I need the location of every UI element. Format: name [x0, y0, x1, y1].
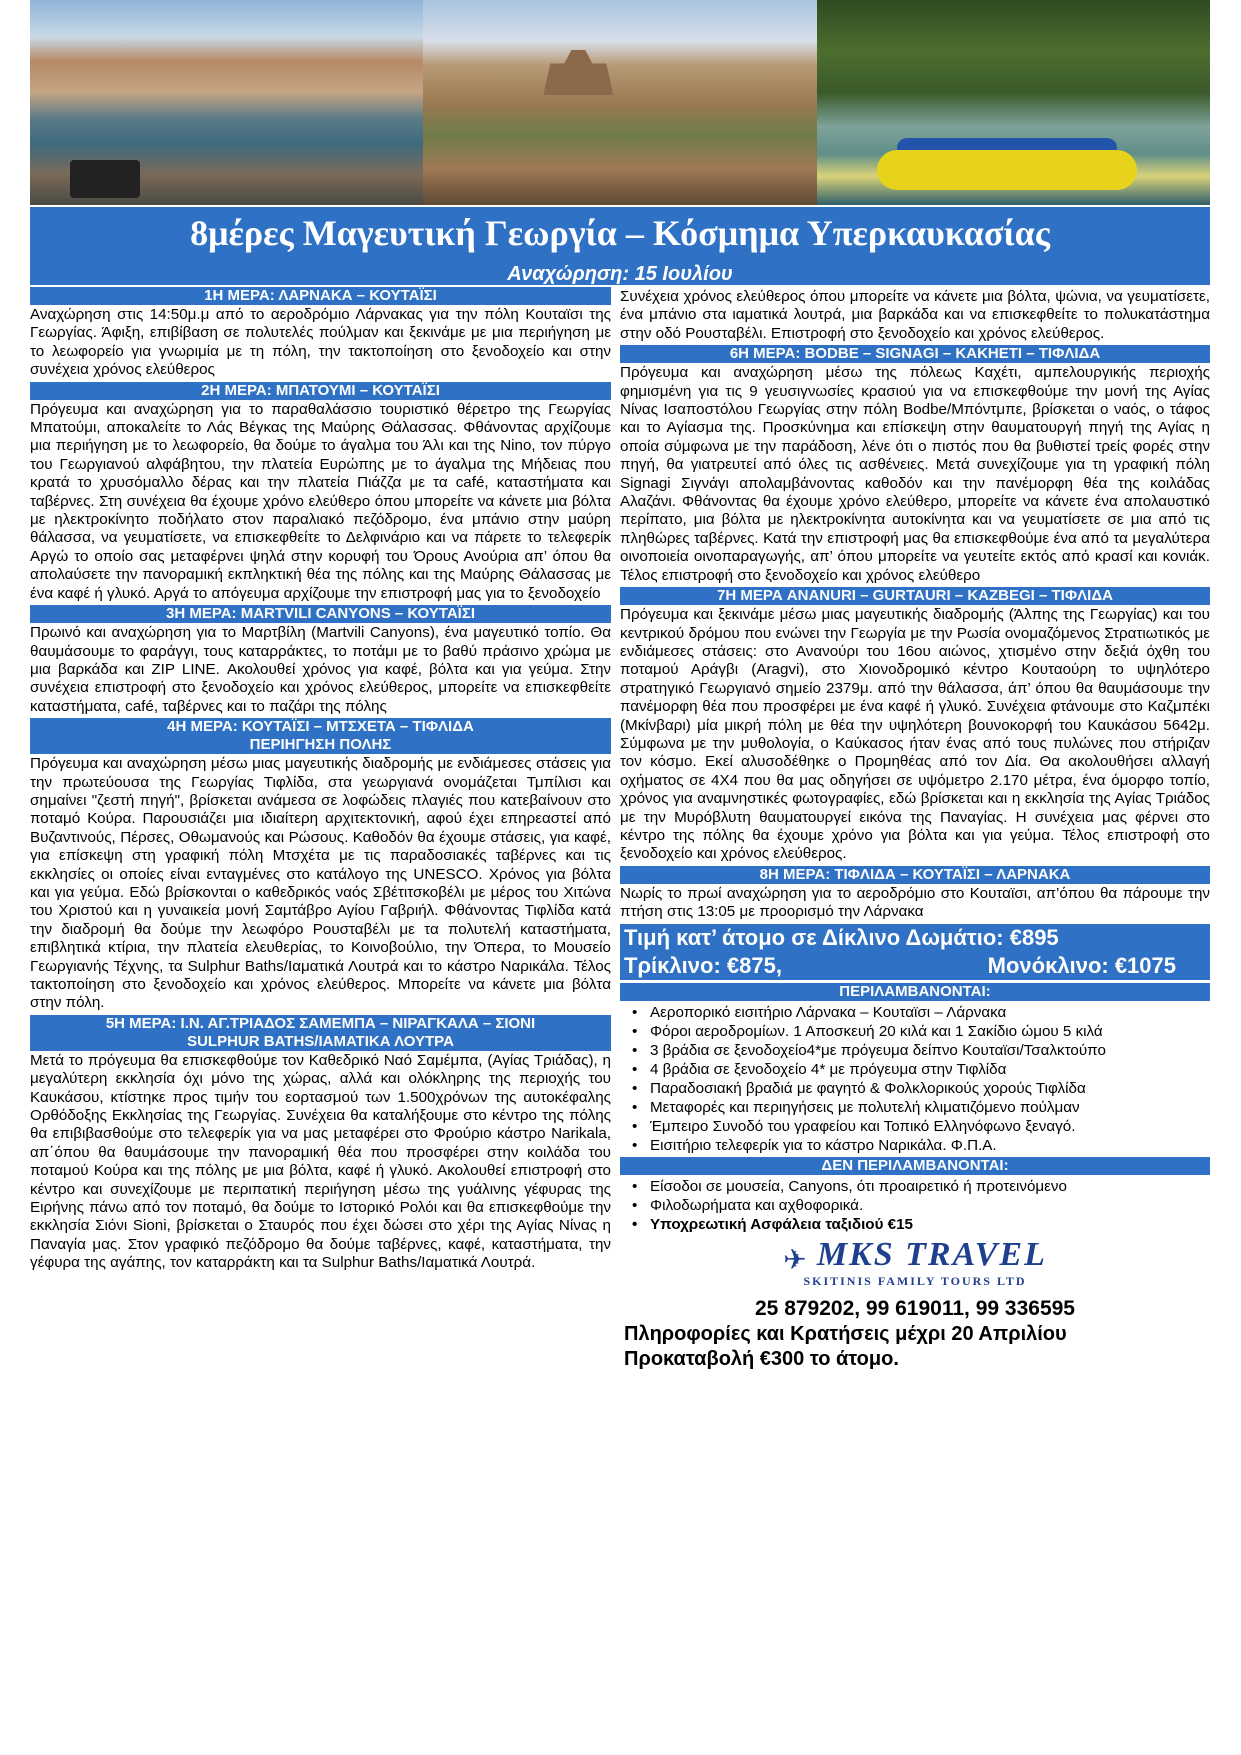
day-8-text: Νωρίς το πρωί αναχώρηση για το αεροδρόμιο στο Κουταϊσι, απ’όπου θα πάρουμε την πτήση στις 13:05 με προορισμό την Λάρνακα [620, 884, 1210, 921]
page-title [30, 207, 1210, 261]
title-days: 8μέρες [190, 213, 294, 253]
excluded-item: • Είσοδοι σε μουσεία, Canyons, ότι προαιρετικό ή προτεινόμενο [620, 1177, 1210, 1196]
tbilisi-fortress-photo [423, 0, 816, 205]
agency-phones: 25 879202, 99 619011, 99 336595 [755, 1297, 1075, 1320]
deposit-info: Προκαταβολή €300 το άτομο. [624, 1348, 899, 1370]
day-5-text: Μετά το πρόγευμα θα επισκεφθούμε τον Καθεδρικό Ναό Σαμέμπα, (Αγίας Τριάδας), η μεγαλύτερη εκκλησία όχι μόνο της χώρας, αλλά και ολόκληρης της περιοχής του Καυκάσου, κτίστηκε προς τιμήν του εορτασμού των 1.500χρόνων της αυτοκέφαλης Ορθόδοξης Εκκλησίας της Γεωργίας. Συνέχεια θα καταλήξουμε στο κέντρο της πόλης θα επιβιβασθούμε στο τελεφερίκ για να μας μεταφέρει στο Φρούριο κάστρο Narikala, απ΄όπου θα θαυμάσουμε την πανοραμική θέα που προσφέρει στην κοιλάδα του ποταμού Κούρα και της πόλης με μια βόλτα, καφέ ή γλυκό. Ακολουθεί επιστροφή στο κέντρο και συνεχίζουμε με περιπατική περιήγηση μέσω της γυάλινης γέφυρας της Ειρήνης πάνω από τον ποταμό, θα δούμε το Ιστορικό Ρολόι και θα επισκεφθούμε την εκκλησία Σιόνι Sioni, βρίσκεται ο Σταυρός που έχει δώσει στο χέρι της Αγίας Νίνας η Παναγία μας. Στον γραφικό πεζόδρομο θα δούμε ταβέρνες, καφέ, καταστήματα, την γέφυρα της αγάπης, τον καταρράκτη και τα Sulphur Baths/Ιαματικά Λουτρά. [30, 1051, 611, 1272]
price-single: Μονόκλινο: €1075 [987, 952, 1176, 978]
airplane-icon: ✈ [783, 1244, 807, 1276]
right-column [620, 287, 1210, 1372]
day-2-header: 2Η ΜΕΡΑ: ΜΠΑΤΟΥΜΙ – ΚΟΥΤΑΪΣΙ [30, 382, 611, 400]
price-box [620, 924, 1210, 980]
excluded-header: ΔΕΝ ΠΕΡΙΛΑΜΒΑΝΟΝΤΑΙ: [620, 1157, 1210, 1175]
day-4-subtitle: ΠΕΡΙΗΓΗΣΗ ΠΟΛΗΣ [249, 736, 392, 754]
tbilisi-cable-car-photo [30, 0, 423, 205]
insurance-item: • Υποχρεωτική Ασφάλεια ταξιδιού €15 [620, 1215, 1210, 1234]
included-item: • Μεταφορές και περιηγήσεις με πολυτελή κλιματιζόμενο πούλμαν [620, 1098, 1210, 1117]
title-text: Μαγευτική Γεωργία – Κόσμημα Υπερκαυκασίας [302, 213, 1050, 253]
included-item: • 3 βράδια σε ξενοδοχείο4*με πρόγευμα δείπνο Κουταϊσι/Τσαλκτούπο [620, 1041, 1210, 1060]
header-photos [30, 0, 1210, 205]
day-5-text-continued: Συνέχεια χρόνος ελεύθερος όπου μπορείτε να κάνετε μια βόλτα, ψώνια, να γευματίσετε, ένα μπάνιο στα ιαματικά λουτρά, μια βαρκάδα και να επισκεφθείτε το πολυκατάστημα στην οδό Ρουσταβέλι. Επιστροφή στο ξενοδοχείο και χρόνος ελεύθερος. [620, 288, 1210, 342]
agency-name: MKS TRAVEL [816, 1235, 1047, 1273]
included-item: • Εισιτήριο τελεφερίκ για το κάστρο Ναρικάλα. Φ.Π.Α. [620, 1136, 1210, 1155]
day-6-text: Πρόγευμα και αναχώρηση μέσω της πόλεως Καχέτι, αμπελουργικής περιοχής φημισμένη για τις 9 γευσιγνωσίες κρασιού για να επισκεφθούμε την μονή της Αγίας Νίνας Ισαποστόλου Γεωργίας στην πόλη Bodbe/Μπόντμπε, βρίσκεται ο ναός, ο τάφος και το Αγίασμα της. Προσκύνημα και επίσκεψη στην θαυματουργή πηγή της Αγίας η οποία σύμφωνα με την παράδοση, λένε ότι ο πιστός που θα βυθιστεί τρείς φορές στην πηγή, θα γιατρευτεί από όλες τις ασθένειες. Μετά συνεχίζουμε για τη γραφική πόλη Signagi Σιγνάγι απολαμβάνοντας καθοδόν και την πανέμορφη θέα της κοιλάδας Αλαζάνι. Φθάνοντας θα έχουμε χρόνο ελεύθερο, μπορείτε να κάνετε ένα απολαυστικό περίπατο, μια βόλτα με ηλεκτροκίνητα αυτοκίνητα και να γευματίσετε σε μια από τις πληθώρες ταβέρνες. Κατά την επιστροφή μας θα επισκεφθούμε ένα από τα μεγαλύτερα οινοποιεία οινοπαραγωγής, απ’ όπου μπορείτε να γευτείτε εκτός από κρασί και κονιάκ. Τέλος επιστροφή στο ξενοδοχείο και χρόνος ελεύθερο [620, 364, 1210, 584]
day-3-header: 3Η ΜΕΡΑ: MARTVILI CANYONS – ΚΟΥΤΑΪΣΙ [30, 605, 611, 623]
day-5-subtitle: SULPHUR BATHS/ΙΑΜΑΤΙΚΑ ΛΟΥΤΡΑ [187, 1032, 454, 1050]
price-double: Τιμή κατ’ άτομο σε Δίκλινο Δωμάτιο: €895 [624, 924, 1059, 950]
booking-info: Πληροφορίες και Κρατήσεις μέχρι 20 Απριλίου [624, 1323, 1067, 1345]
day-7-header: 7Η ΜΕΡΑ ANANURI – GURTAURI – KAZBEGI – ΤΙΦΛΙΔΑ [620, 587, 1210, 605]
day-7-text: Πρόγευμα και ξεκινάμε μέσω μιας μαγευτικής διαδρομής (Άλπης της Γεωργίας) και του κεντρικού δρόμου που ενώνει την Γεωργία με την Ρωσία ονομαζόμενος Στρατιωτικός με ενδιάμεσες στάσεις: στο Ανανούρι του 16ου αιώνος, χτισμένο στην δεξιά όχθη του ποταμού Αράγβι (Aragvi), στο Χιονοδρομικό κέντρο Κουταούρη το υψηλότερο στρατηγικό Γεωργιανό σημείο 2379μ. από την θάλασσα, άπ’ όπου θα θαυμάσουμε την πανέμορφη θέα που προσφέρει με ένα καφέ ή γλυκό. Συνέχεια φτάνουμε στο Καζμπέκι (Μκίνβαρι) μία μικρή πόλη με θέα την υψηλότερη βουνοκορφή του Καυκάσου 5642μ. Σύμφωνα με την μυθολογία, ο Καύκασος ήταν ένας από τους πυλώνες που στήριζαν τον κόσμο. Εκεί αλυσοδέθηκε ο Προμηθέας από τον Δία. Θα ακολουθήσει αλλαγή οχήματος σε 4Χ4 που θα μας οδηγήσει σε υψόμετρο 2.170 μέτρα, ένα όμορφο τοπίο, χρόνος για αναμνηστικές φωτογραφίες, εδώ βρίσκεται και η εκκλησία της Αγίας Τριάδος με την Μυρόβλυτη θαυματουργεί εικόνα της Παναγίας. Η συνέχεια μας φέρνει στο κέντρο της πόλης θα έχουμε χρόνο για βόλτα και για γεύμα. Τέλος επιστροφή στο ξενοδοχείο και χρόνος ελεύθερος. [620, 606, 1210, 863]
agency-subtitle: SKITINIS FAMILY TOURS LTD [803, 1273, 1027, 1288]
day-4-title: 4Η ΜΕΡΑ: ΚΟΥΤΑΪΣΙ – ΜΤΣΧΕΤΑ – ΤΙΦΛΙΔΑ [167, 718, 474, 736]
included-item: • Παραδοσιακή βραδιά με φαγητό & Φολκλορικούς χορούς Τιφλίδα [620, 1079, 1210, 1098]
title-banner [30, 207, 1210, 285]
day-4-text: Πρόγευμα και αναχώρηση μέσω μιας μαγευτικής διαδρομής με ενδιάμεσες στάσεις για την πρωτεύουσα της Γεωργίας Τιφλίδα, στα γεωργιανά ονομάζεται Τμπίλισι και σημαίνει "ζεστή πηγή", βρίσκεται ανάμεσα σε λοφώδεις πλαγιές που κατεβαίνουν στο ποταμό Κούρα. Παρουσιάζει μια ιδιαίτερη αρχιτεκτονική, αφού έχει επηρεαστεί από Βυζαντινούς, Πέρσες, Οθωμανούς και Ρώσους. Καθοδόν θα έχουμε στάσεις, για καφέ, για επίσκεψη στη γραφική πόλη Μτσχέτα με τις παραδοσιακές ταβέρνες και τις εκκλησίες οι οποίες είναι ενταγμένες στο κατάλογο της UNESCO. Χρόνος για βόλτα και για γεύμα. Εδώ βρίσκονται ο καθεδρικός ναός Σβέτιτσκοβέλι με μέρος του Χιτώνα του Χριστού και η γυναικεία μονή Σαμτάβρο Αγίου Γαβριήλ. Φθάνοντας Τιφλίδα κατά την διαδρομή θα δούμε την λεωφόρο Ρουσταβέλι με τα πολυτελή καταστήματα, επιβλητικά κτίρια, την πλατεία ελευθερίας, το Κοινοβούλιο, την Όπερα, το Μουσείο Γεωργιανής Τέχνης, τα Sulphur Baths/Ιαματικά Λουτρά και το κάστρο Ναρικάλα. Τέλος τακτοποίηση στο ξενοδοχείο και χρόνος ελεύθερος. Μπορείτε να κάνετε μια βόλτα στην πόλη. [30, 755, 611, 1012]
departure-date: Αναχώρηση: 15 Ιουλίου [507, 263, 733, 285]
included-item: • Έμπειρο Συνοδό του γραφείου και Τοπικό Ελληνόφωνο ξεναγό. [620, 1117, 1210, 1136]
day-5-title: 5Η ΜΕΡΑ: Ι.Ν. ΑΓ.ΤΡΙΑΔΟΣ ΣΑΜΕΜΠΑ – ΝΙΡΑΓΚΑΛΑ – ΣΙΟΝΙ [105, 1014, 536, 1032]
day-4-header [30, 718, 611, 754]
day-1-text: Αναχώρηση στις 14:50μ.μ από το αεροδρόμιο Λάρνακας για την πόλη Κουταϊσι της Γεωργίας. Άφιξη, επιβίβαση σε πολυτελές πούλμαν και ξεκινάμε με μια περιήγηση με το λεωφορείο για γνωριμία με τη πόλη, την τακτοποίηση στο ξενοδοχείο και στην συνέχεια χρόνος ελεύθερος [30, 306, 611, 379]
day-2-text: Πρόγευμα και αναχώρηση για το παραθαλάσσιο τουριστικό θέρετρο της Γεωργίας Μπατούμι, αποκαλείτε το Λάς Βέγκας της Μαύρης Θάλασσας. Φθάνοντας αρχίζουμε μια περιήγηση με το λεωφορείο, θα δούμε το άγαλμα του Άλι και της Nino, τον πύργο του Γεωργιανού αλφάβητου, την πλατεία Ευρώπης με το άγαλμα της Μήδειας που κρατά το χρυσόμαλλο δέρας και την πλατεία Πιάζζα με τα café, καταστήματα και ταβέρνες. Στη συνέχεια θα έχουμε χρόνο ελεύθερο όπου μπορείτε να κάνετε μια βόλτα με ηλεκτροκίνητο ποδήλατο στον παραλιακό πεζόδρομο, ένα μπάνιο στην μαύρη θάλασσα, να γευματίσετε, να επισκεφθείτε το Δελφινάριο και να πάρετε το τελεφερίκ Αργώ το οποίο σας μεταφέρνει ψηλά στην κορυφή του Όρους Ανούρια απ’ όπου θα απολαύσετε την πανοραμική εκπληκτική θέα της πόλης και της Μαύρης Θάλασσας με ένα καφέ ή γλυκό. Αργά το απόγευμα αρχίζουμε την επιστροφή μας για το ξενοδοχείο [30, 400, 611, 602]
left-column [30, 287, 611, 1275]
included-item: • 4 βράδια σε ξενοδοχείο 4* με πρόγευμα στην Τιφλίδα [620, 1060, 1210, 1079]
price-triple: Τρίκλινο: €875, [624, 952, 782, 978]
day-8-header: 8Η ΜΕΡΑ: ΤΙΦΛΙΔΑ – ΚΟΥΤΑΪΣΙ – ΛΑΡΝΑΚΑ [620, 866, 1210, 884]
included-item: • Αεροπορικό εισιτήριο Λάρνακα – Κουταϊσι – Λάρνακα [620, 1003, 1210, 1022]
day-3-text: Πρωινό και αναχώρηση για το Μαρτβίλη (Martvili Canyons), ένα μαγευτικό τοπίο. Θα θαυμάσουμε το φαράγγι, τους καταρράκτες, το ποτάμι με το βαθύ πράσινο χρώμα με μια βαρκάδα και ZIP LINE. Ακολουθεί χρόνος για καφέ, βόλτα και για γεύμα. Στην συνέχεια επιστροφή στο ξενοδοχείο και χρόνος ελεύθερος, μπορείτε να επισκεφθείτε καταστήματα, café, ταβέρνες και το παζάρι της πόλης [30, 624, 611, 715]
day-5-header [30, 1015, 611, 1051]
agency-logo [620, 1235, 1210, 1290]
price-row [624, 952, 1206, 980]
included-header: ΠΕΡΙΛΑΜΒΑΝΟΝΤΑΙ: [620, 983, 1210, 1001]
excluded-item: • Φιλοδωρήματα και αχθοφορικά. [620, 1196, 1210, 1215]
day-6-header: 6Η ΜΕΡΑ: BODBE – SIGNAGI – ΚΑΚΗΕΤΙ – ΤΙΦΛΙΔΑ [620, 345, 1210, 363]
canyon-rafting-photo [817, 0, 1210, 205]
included-item: • Φόροι αεροδρομίων. 1 Αποσκευή 20 κιλά και 1 Σακίδιο ώμου 5 κιλά [620, 1022, 1210, 1041]
day-1-header: 1Η ΜΕΡΑ: ΛΑΡΝΑΚΑ – ΚΟΥΤΑΪΣΙ [30, 287, 611, 305]
included-list [620, 1003, 1210, 1155]
excluded-list [620, 1177, 1210, 1234]
